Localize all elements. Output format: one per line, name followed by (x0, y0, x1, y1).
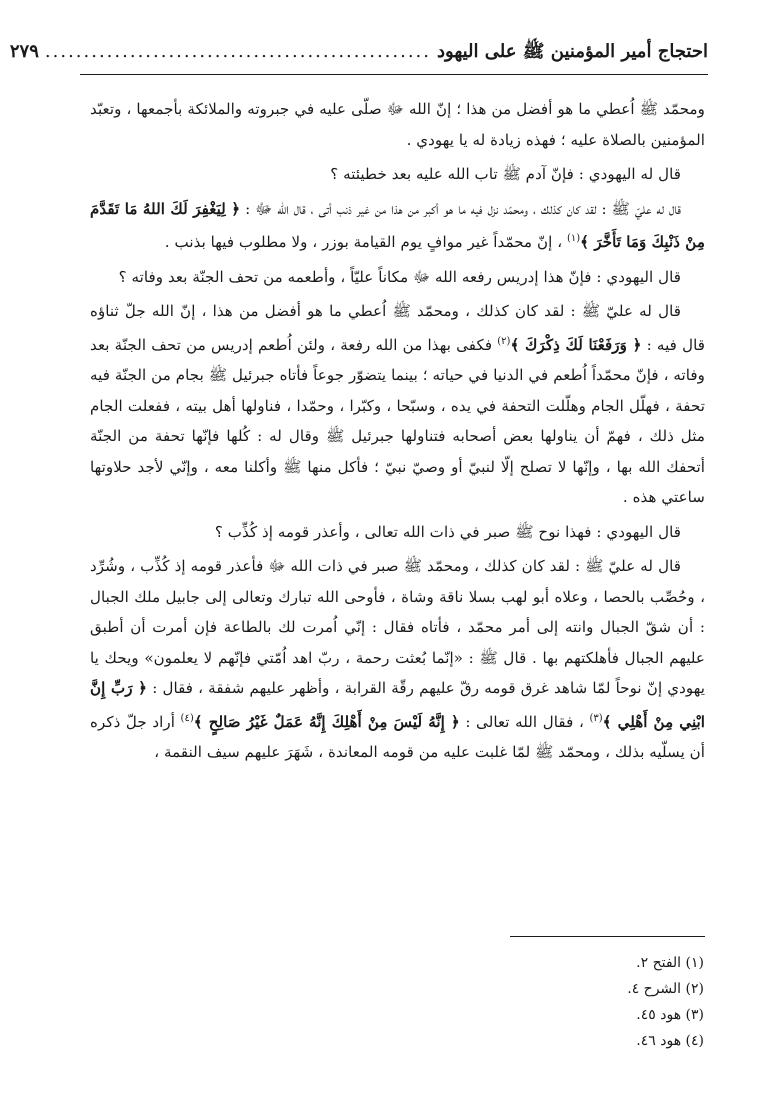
paragraph (90, 94, 705, 155)
paragraph (90, 551, 705, 768)
paragraph-text: قال اليهودي : فإنّ هذا إدريس رفعه الله ﷻ مكاناً عليّاً ، وأطعمه من تحف الجنّة بعد وفاته ؟ (118, 267, 681, 286)
page-number: ٢٧٩ (9, 41, 39, 62)
footnote: (٤) هود ٤٦. (636, 1033, 704, 1049)
footnote-marker: (٤) (180, 712, 194, 724)
footnote-marker: (١) (566, 233, 581, 244)
paragraph (90, 517, 705, 548)
paragraph-text: فكفى بهذا من الله رفعة ، ولئن اُطعم إدريس من تحف الجنّة بعد وفاته ، فإنّ محمّداً اُطعم في الدنيا في حياته ؛ بينما يتضوّر جوعاً فأتاه جبرئيل ﷺ بجام من الجنّة فيه تحفة ، فهلّل الجام وهلّلت التحفة في يده ، وسبّحا ، وكبّرا ، وحمّدا ، فناولها أهل بيته ، ففعلت الجام مثل ذلك ، فهمّ أن يناولها بعض أصحابه فتناولها جبرئيل ﷺ وقال له : كُلها فإنّها تحفة من الجنّة أتحفك الله بها ، وإنّها لا تصلح إلّا لنبيّ أو وصيّ نبيّ ؛ فأكل منها ﷺ وأكلنا معه ، وإنّي لأجد حلاوتها ساعتي هذه . (90, 335, 705, 507)
footnote: (٢) الشرح ٤. (627, 981, 704, 997)
paragraph-text: قال له عليّ ﷺ : لقد كان كذلك ، ومحمّد ﷺ اُعطي ما هو أفضل من هذا ، إنّ الله جلّ ثناؤه قال فيه : (90, 302, 705, 354)
leader-dots: .................................................. (44, 41, 431, 62)
quran-verse: ﴿ وَرَفَعْنَا لَكَ ذِكْرَكَ ﴾ (510, 335, 642, 354)
paragraph-text: قال له عليّ ﷺ : لقد كان كذلك ، ومحمّد ﷺ صبر في ذات الله ﷻ فأعذر قومه إذ كُذِّب ، وشُرِّد ، وحُصِّب بالحصا ، وعلاه أبو لهب بسلا ناقة وشاة ، فأوحى الله تبارك وتعالى إلى جابيل ملك الجبال : أن شقّ الجبال وانته إلى أمر محمّد ، فأتاه فقال : إنّي اُمرت لك بالطاعة فإن أمرت أن أطبق عليهم الجبال فأهلكتهم بها . قال ﷺ : «إنّما بُعثت رحمة ، ربّ اهد اُمّتي فإنّهم لا يعلمون» ويحك يا يهودي إنّ نوحاً لمّا شاهد غرق قومه رقّ عليهم رقّة القرابة ، وأظهر عليهم شفقة ، فقال : (90, 557, 706, 698)
paragraph (90, 296, 705, 513)
body-text (90, 94, 705, 772)
paragraph (90, 194, 705, 258)
chapter-title: احتجاج أمير المؤمنين ﷺ على اليهود (437, 41, 708, 62)
footnotes (404, 950, 704, 1054)
paragraph-text: ومحمّد ﷺ اُعطي ما هو أفضل من هذا ؛ إنّ الله ﷻ صلّى عليه في جبروته والملائكة بأجمعها ، وتعبّد المؤمنين بالصلاة عليه ؛ فهذه زيادة له يا يهودي . (90, 100, 705, 149)
quran-verse: ﴿ لِيَغْفِرَ لَكَ اللهُ مَا تَقَدَّمَ مِنْ ذَنْبِكَ وَمَا تَأَخَّرَ ﴾ (90, 199, 705, 252)
footnote: (١) الفتح ٢. (636, 955, 704, 971)
footnote-marker: (٢) (497, 335, 511, 347)
running-header (9, 40, 708, 75)
paragraph-text: قال اليهودي : فهذا نوح ﷺ صبر في ذات الله تعالى ، وأعذر قومه إذ كُذِّب ؟ (214, 522, 681, 541)
footnote-marker: (٣) (589, 712, 603, 724)
footnote: (٣) هود ٤٥. (636, 1007, 704, 1023)
paragraph (90, 262, 705, 293)
quran-verse: ﴿ إِنَّهُ لَيْسَ مِنْ أَهْلِكَ إِنَّهُ عَمَلٌ غَيْرُ صَالِحٍ ﴾ (193, 712, 460, 731)
paragraph (90, 159, 705, 190)
footnote-divider (510, 936, 705, 937)
paragraph-text: أراد جلّ ذكره أن يسلّيه بذلك ، ومحمّد ﷺ لمّا غلبت عليه من قومه المعاندة ، شَهَرَ عليهم سيف النقمة ، (90, 712, 705, 762)
paragraph-text: قال له اليهودي : فإنّ آدم ﷺ تاب الله عليه بعد خطيئته ؟ (330, 165, 681, 183)
paragraph-text: ، إنّ محمّداً غير موافٍ يوم القيامة بوزر ، ولا مطلوب فيها بذنب . (164, 233, 567, 252)
paragraph-text: قال له عليّ ﷺ : لقد كان كذلك ، ومحمّد نزل فيه ما هو أكبر من هذا من غير ذنب أتى ، قال الله ﷻ : (240, 199, 681, 218)
quran-verse: ﴿ رَبِّ إِنَّ ابْنِي مِنْ أَهْلِي ﴾ (90, 679, 705, 731)
paragraph-text: ، فقال الله تعالى : (459, 712, 590, 731)
